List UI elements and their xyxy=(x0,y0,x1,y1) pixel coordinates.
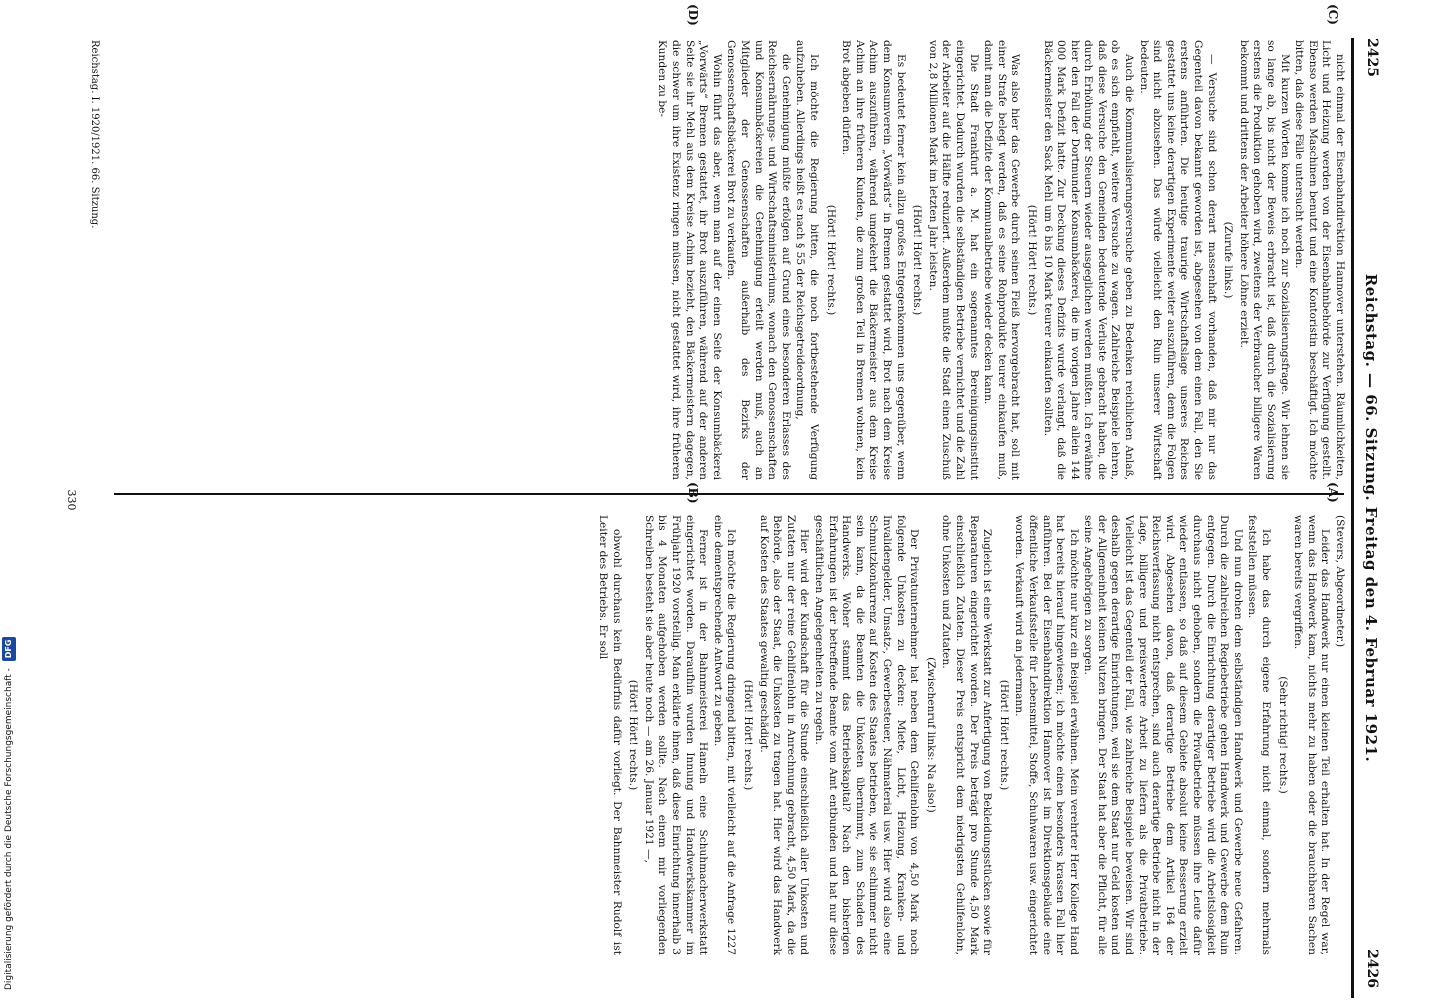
document-page xyxy=(30,0,1400,1000)
paragraph: Zugleich ist eine Werkstatt zur Anfertigung von Bekleidungsstücken sowie für Reparaturen eingerichtet worden. Der Preis beträgt pro Stunde 4,50 Mark einschließlich Zutaten. Dieser Preis entspricht dem niedrigsten Gehilfenlohn, ohne Unkosten und Zutaten. xyxy=(940,515,994,955)
page-header xyxy=(1351,38,1380,998)
margin-mark-d: (D) xyxy=(686,4,700,26)
interjection: (Zwischenruf links: Na also!) xyxy=(924,657,937,813)
paragraph: nicht einmal der Eisenbahndirektion Hannover unterstehen. Räumlichkeiten, Licht und Heizung werden von der Eisenbahnbehörde zur Verfügung gestellt. Ebenso werden Maschinen benutzt und eine Kontoristin beschäftigt. Ich möchte bitten, daß diese Fälle untersucht werden. xyxy=(1293,40,1346,480)
interjection: (Zurufe links.) xyxy=(1222,221,1235,299)
running-title: Reichstag. — 66. Sitzung. Freitag den 4. Februar 1921. xyxy=(1362,273,1380,763)
paragraph: Ich habe das durch eigene Erfahrung nicht einmal, sondern mehrmals feststellen müssen. xyxy=(1246,515,1273,955)
paragraph: Es bedeutet ferner kein allzu großes Entgegenkommen uns gegenüber, wenn dem Konsumverein „Vorwärts“ in Bremen gestattet wird, Brot nach dem Kreise Achim auszuführen, während umgekehrt die Bäckermeister aus dem Kreise Achim an ihre früheren Kunden, die zum großen Teil in Bremen wohnen, kein Brot abgeben dürfen. xyxy=(840,40,907,480)
paragraph: Die Stadt Frankfurt a. M. hat ein sogenanntes Bereinigungsinstitut eingerichtet. Dadurch wurden die selbständigen Betriebe vernichtet und die Zahl der Arbeiter auf die Hälfte reduziert. Außerdem mußte die Stadt einen Zuschuß von 2,8 Millionen Mark im letzten Jahr leisten. xyxy=(926,40,980,480)
side-note-text: Digitalisierung gefördert durch die Deutsche Forschungsgemeinschaft - xyxy=(4,668,14,990)
interjection: (Hört! Hört! rechts.) xyxy=(742,679,755,791)
dfg-logo: DFG xyxy=(2,637,16,662)
paragraph: Ich möchte nur kurz ein Beispiel erwähnen. Mein verehrter Herr Kollege Hand hat bereits hierauf hingewiesen; ich möchte einen besonders krassen Fall hier anführen. Bei der Eisenbahndirektion Hannover ist im Direktionsgebäude eine öffentliche Verkaufsstelle für Lebensmittel, Stoffe, Schuhwaren usw. eingerichtet worden. Verkauft wird an jedermann. xyxy=(1013,515,1080,955)
column-divider xyxy=(114,493,1344,495)
page-number-left: 2425 xyxy=(1364,38,1380,77)
interjection: (Hört! Hört! rechts.) xyxy=(911,204,924,316)
paragraph: Auch die Kommunalisierungsversuche geben zu Bedenken reichlichen Anlaß, ob es sich empfiehlt, weitere Versuche zu wagen. Zahlreiche Beispiele lehren, daß diese Versuche den Gemeinden bedeutende Verluste gebracht haben, die durch Erhöhung der Steuern wieder ausgeglichen werden mußten. Ich erwähne hier den Fall der Dortmunder Konsumbäckerei, die im vorigen Jahre allein 144 000 Mark Defizit hatte. Zur Deckung dieses Defizits wurde verlangt, daß die Bäckermeister den Sack Mehl um 6 bis 10 Mark teurer einkaufen sollten. xyxy=(1041,40,1136,480)
paragraph: Mit kurzen Worten komme ich noch zur Sozialisierungsfrage. Wir lehnen sie so lange ab, bis nicht der Beweis erbracht ist, daß durch die Sozialisierung erstens die Produktion gehoben wird, zweitens der Verbraucher billigere Waren bekommt und drittens der Arbeiter höhere Löhne erzielt. xyxy=(1237,40,1291,480)
paragraph: Ferner ist in der Bahnmeisterei Hameln eine Schuhmacherwerkstatt eingerichtet worden. Daraufhin wurden Innung und Handwerkskammer im Frühjahr 1920 vorstellig. Man erklärte ihnen, daß diese Einrichtung innerhalb 3 bis 4 Monaten aufgehoben werden sollte. Nach einem mir vorliegenden Schreiben besteht sie aber heute noch — am 26. Januar 1921 —, xyxy=(642,515,710,955)
paragraph: Wohin führt das aber, wenn man auf der einen Seite der Konsumbäckerei „Vorwärts“ Bremen gestattet, ihr Brot auszuführen, während auf der anderen Seite sie ihr Mehl aus dem Kreise Achim bezieht, den Bäckermeistern dagegen, die schwer um ihre Existenz ringen müssen, nicht gestattet wird, ihre früheren Kunden zu be- xyxy=(656,40,723,480)
interjection: (Hört! Hört! rechts.) xyxy=(1025,204,1038,316)
paragraph: Hier wird der Kundschaft für die Stunde einschließlich aller Unkosten und Zutaten nur der reine Gehilfenlohn in Anrechnung gebracht, 4,50 Mark, da die Behörde, also der Staat, die Unkosten zu tragen hat. Hier wird das Handwerk auf Kosten des Staates gewaltig geschädigt. xyxy=(757,515,811,955)
speaker-name: (Stevers, Abgeordneter.) xyxy=(1334,515,1346,648)
paragraph: Leider das Handwerk nur einen kleinen Teil erhalten hat. In der Regel war, wenn das Handwerk kam, nichts mehr zu haben oder die brauchbaren Sachen waren bereits vergriffen. xyxy=(1292,515,1332,955)
paragraph: Und nun drohen dem selbständigen Handwerk und Gewerbe neue Gefahren. Durch die zahlreichen Regiebetriebe gehen Handwerk und Gewerbe dem Ruin entgegen. Durch die Einrichtung derartiger Betriebe wird die Arbeitslosigkeit durchaus nicht gehoben, sondern die Privatbetriebe müssen ihre Leute dafür wieder entlassen, so daß auf diesem Gebiete absolut keine Besserung erzielt wird. Abgesehen davon, daß derartige Betriebe dem Artikel 164 der Reichsverfassung nicht entsprechen, sind auch derartige Betriebe nicht in der Lage, billigere und preiswertere Arbeit zu liefern als die Privatbetriebe. Vielleicht ist das Gegenteil der Fall, wie zahlreiche Beispiele beweisen. Wir sind deshalb gegen derartige Einrichtungen, weil sie dem Staat nur Geld kosten und der Allgemeinheit keinen Nutzen bringen. Der Staat hat aber die Pflicht, für alle seine Angehörigen zu sorgen. xyxy=(1082,515,1244,955)
footer-page-number: 330 xyxy=(65,489,78,511)
paragraph: Der Privatunternehmer hat neben dem Gehilfenlohn von 4,50 Mark noch folgende Unkosten zu decken: Miete, Licht, Heizung, Kranken- und Invalidengelder, Umsatz-, Gewerbesteuer, Nähmaterial usw. Hier wird also eine Schmutzkonkurrenz auf Kosten des Staates betrieben, wie sie schlimmer nicht sein kann, da die Beamten die Unkosten übernimmt, zum Schaden des Handwerks. Woher stammt das Betriebskapital? Nach den bisherigen Erfahrungen ist der betreffende Beamte vom Amt entbunden und hat nur diese geschäftlichen Angelegenheiten zu regeln. xyxy=(813,515,921,955)
paragraph: die Genehmigung müßte erfolgen auf Grund eines besonderen Erlasses des Reichsernährungs- und Wirtschaftsministeriums, wonach den Genossenschaften und Konsumbäckereien die Genehmigung erteilt werden muß, auch an Mitglieder der Genossenschaften außerhalb des Bezirks der Genossenschaftsbäckerei Brot zu verkaufen. xyxy=(725,40,792,480)
interjection: (Sehr richtig! rechts.) xyxy=(1276,676,1289,794)
interjection: (Hört! Hört! rechts.) xyxy=(627,679,640,791)
footer-note: Reichstag. I. 1920/1921. 66. Sitzung. xyxy=(89,40,100,229)
paragraph: Was also hier das Gewerbe durch seinen Fleiß hervorgebracht hat, soll mit einer Strafe belegt werden, daß es seine Rohprodukte teurer einkaufen muß, damit man die Defizite der Kommunalbetriebe wieder decken kann. xyxy=(982,40,1022,480)
paragraph: Ich möchte die Regierung dringend bitten, mit vielleicht auf die Anfrage 1227 eine dementsprechende Antwort zu geben. xyxy=(711,515,738,955)
paragraph: obwohl durchaus kein Bedürfnis dafür vorliegt. Der Bahnmeister Rudolf ist Leiter des Betriebs. Er soll xyxy=(597,515,623,955)
paragraph: — Versuche sind schon derart massenhaft vorhanden, daß mir nur das Gegenteil davon bekannt geworden ist, abgesehen von dem einen Fall, den Sie erstens anführten. Die heutige traurige Wirtschaftslage unseres Reiches gestattet uns keine derartigen Experimente weiter auszuführen, denn die Folgen sind nicht abzusehen. Das würde vielleicht den Ruin unserer Wirtschaft bedeuten. xyxy=(1137,40,1218,480)
margin-mark-c: (C) xyxy=(1326,4,1340,25)
interjection: (Hört! Hört! rechts.) xyxy=(824,204,837,316)
side-note xyxy=(2,0,16,1000)
page-number-right: 2426 xyxy=(1364,949,1380,988)
interjection: (Hört! Hört! rechts.) xyxy=(997,679,1010,791)
paragraph: Ich möchte die Regierung bitten, die noch fortbestehende Verfügung aufzuheben. Allerdings heißt es nach § 55 der Reichsgetreideordnung, xyxy=(794,40,821,480)
left-column xyxy=(106,40,1346,480)
right-column xyxy=(106,515,1346,955)
